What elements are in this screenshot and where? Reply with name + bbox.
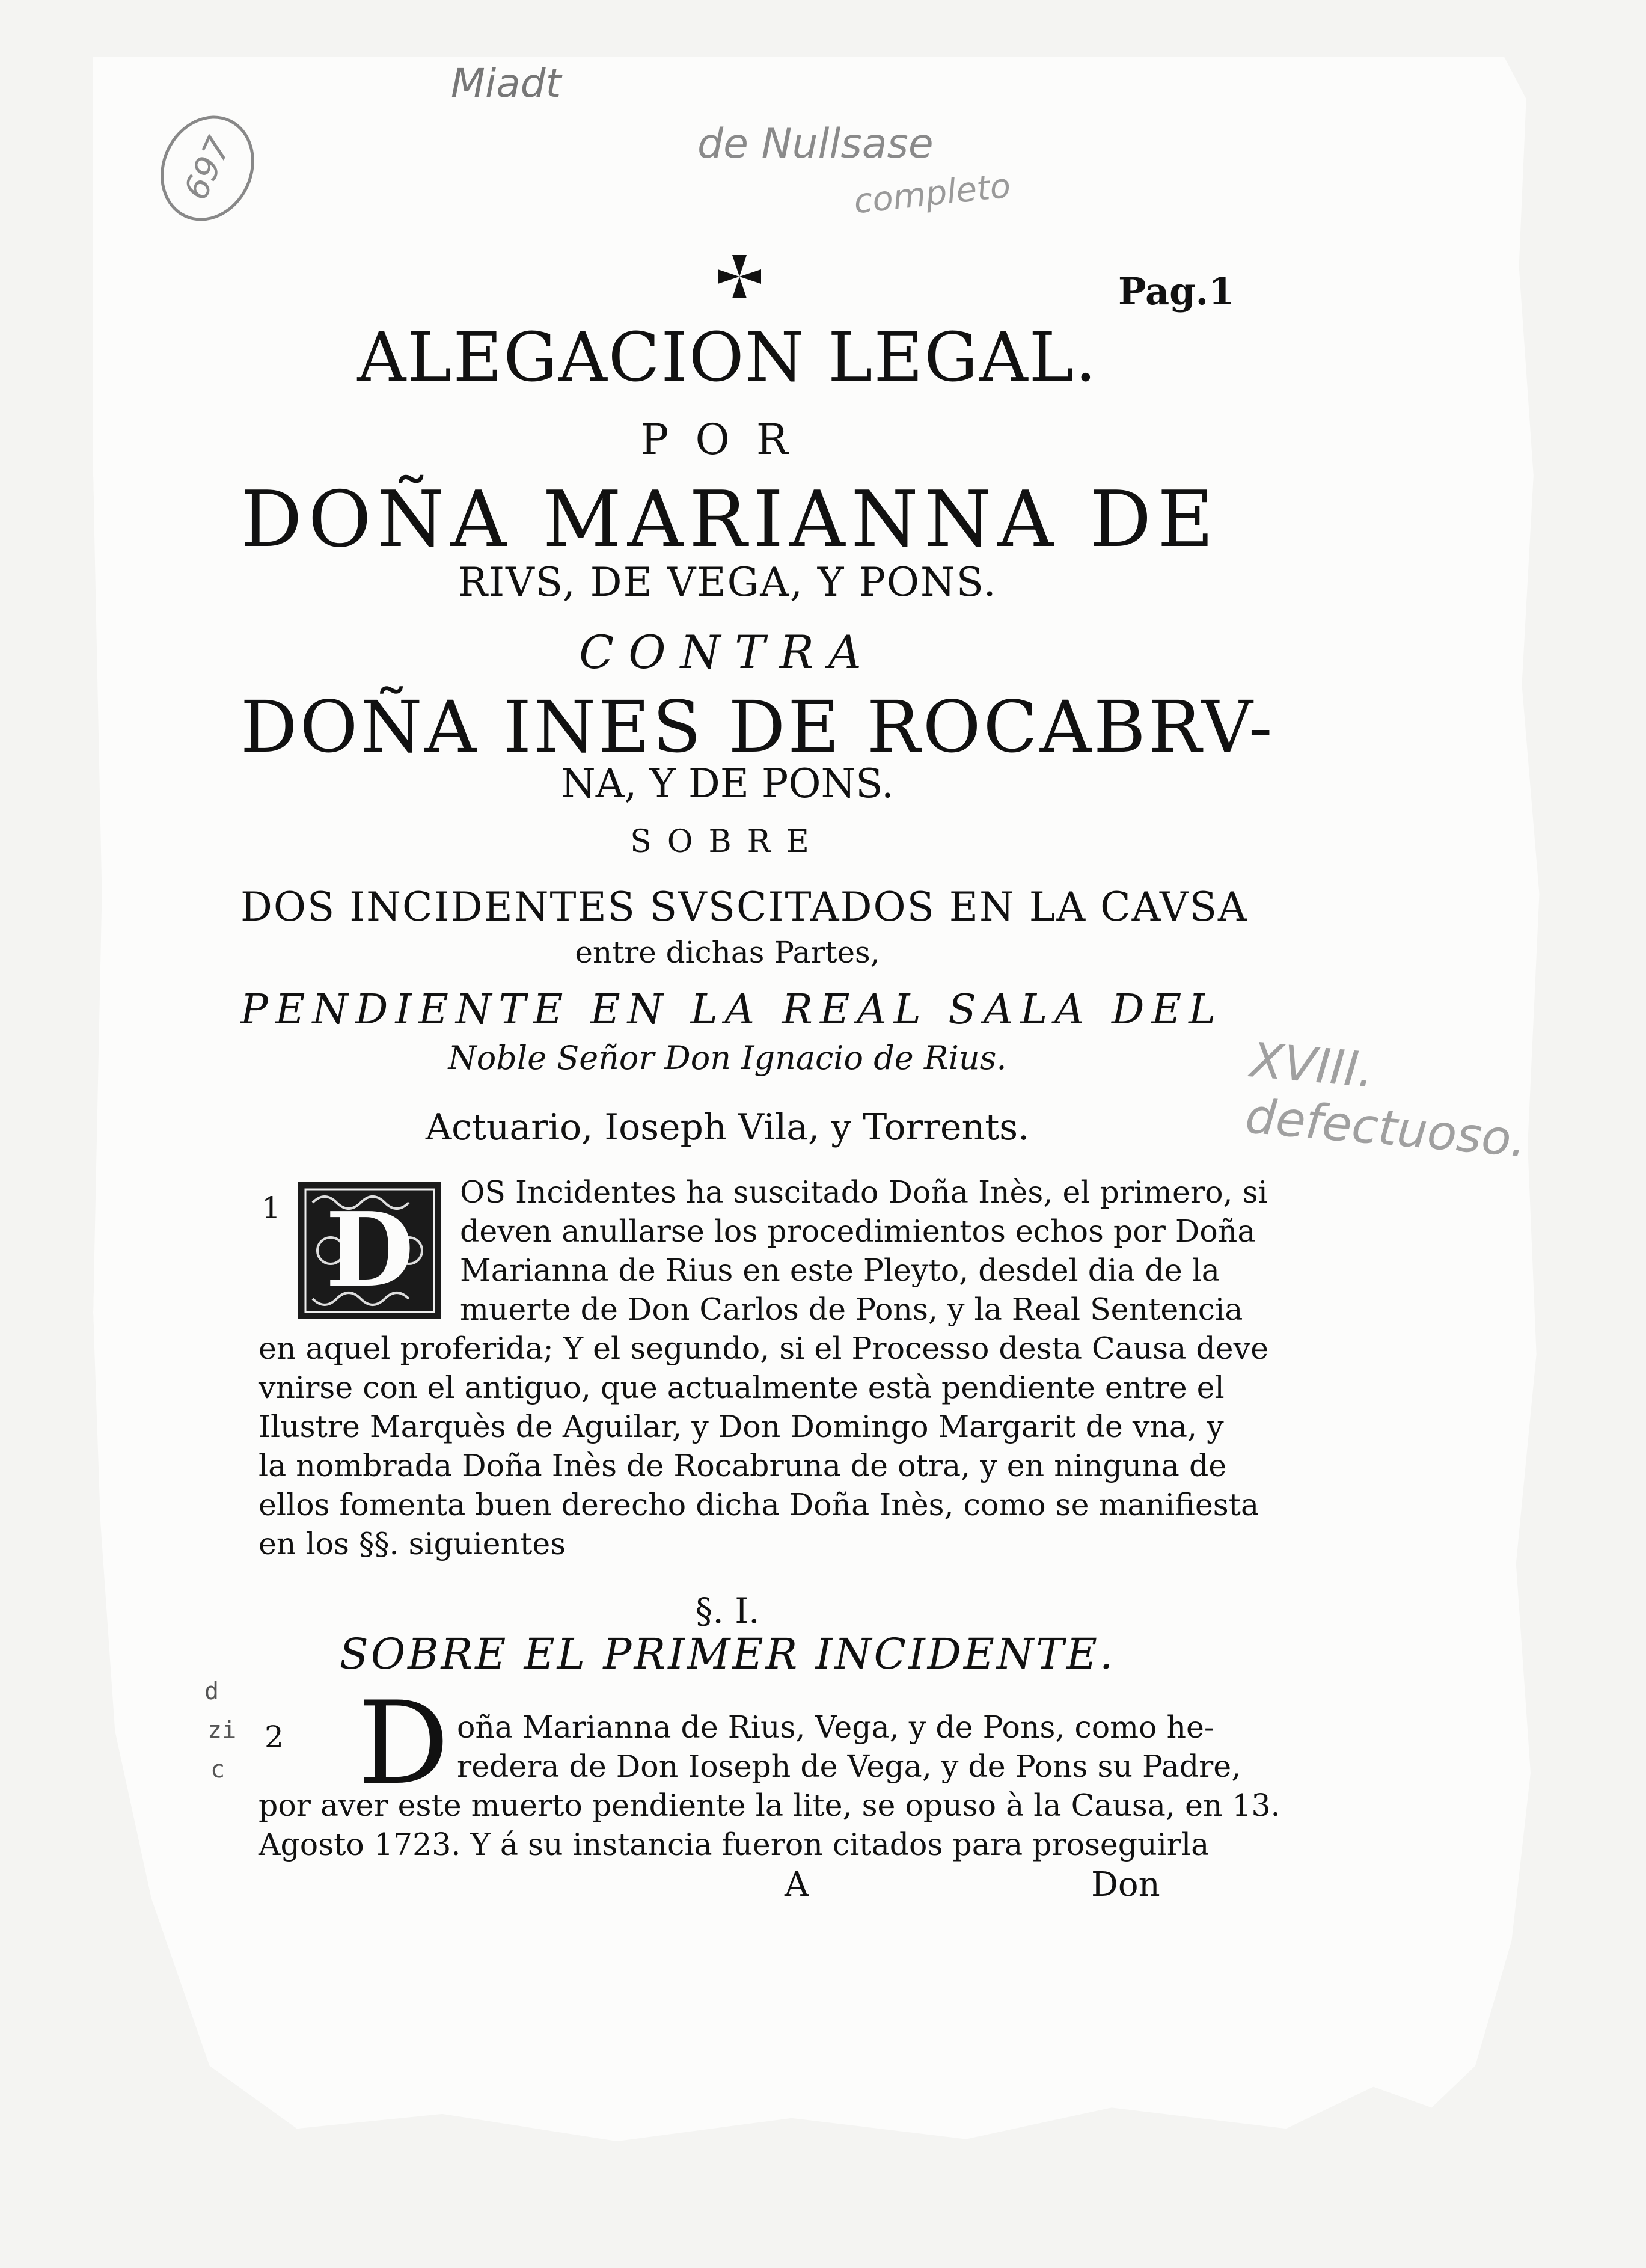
title-subject-2: entre dichas Partes,	[575, 935, 880, 970]
title-sobre: SOBRE	[630, 824, 825, 860]
paragraph1-line: en aquel proferida; Y el segundo, si el Processo desta Causa deve	[259, 1331, 1268, 1366]
paragraph2-line: redera de Don Ioseph de Vega, y de Pons su Padre,	[457, 1749, 1241, 1784]
dropcap-letter: D	[325, 1190, 414, 1310]
section-title: SOBRE EL PRIMER INCIDENTE.	[339, 1629, 1116, 1679]
paragraph1-line: deven anullarse los procedimientos echos por Doña	[460, 1213, 1256, 1249]
paragraph-number-2: 2	[265, 1720, 284, 1755]
paragraph-number-1: 1	[262, 1191, 281, 1225]
title-subject: DOS INCIDENTES SVSCITADOS EN LA CAVSA	[240, 884, 1248, 930]
cross-pattee-icon	[715, 253, 763, 301]
section-number: §. I.	[695, 1590, 760, 1631]
paragraph1-line: Ilustre Marquès de Aguilar, y Don Domingo Margarit de vna, y	[259, 1409, 1224, 1444]
ink-scrawl: Miadt	[451, 60, 561, 106]
paragraph1-line: vnirse con el antiguo, que actualmente està pendiente entre el	[259, 1370, 1225, 1405]
paragraph1-line: la nombrada Doña Inès de Rocabruna de otra, y en ninguna de	[259, 1448, 1227, 1483]
margin-fragment: d	[204, 1678, 219, 1705]
dropcap-d: D	[358, 1677, 450, 1810]
handwritten-name: de Nullsase	[697, 120, 934, 168]
paragraph1-line: muerte de Don Carlos de Pons, y la Real Sentencia	[460, 1292, 1243, 1327]
catalog-number-text: 697	[176, 130, 239, 206]
paragraph2-line: Agosto 1723. Y á su instancia fueron citados para proseguirla	[259, 1827, 1210, 1862]
title-alegacion: ALEGACION LEGAL.	[357, 319, 1098, 397]
title-actuary: Actuario, Ioseph Vila, y Torrents.	[425, 1106, 1030, 1148]
page-number: Pag.1	[1118, 269, 1235, 313]
title-por: POR	[640, 415, 815, 464]
title-judge: Noble Señor Don Ignacio de Rius.	[448, 1039, 1007, 1077]
paragraph1-line: ellos fomenta buen derecho dicha Doña Inès, como se manifiesta	[259, 1487, 1259, 1522]
title-defendant-1: DOÑA INES DE ROCABRV-	[240, 685, 1275, 768]
title-plaintiff-2: RIVS, DE VEGA, Y PONS.	[457, 559, 997, 605]
signature-mark: A	[785, 1865, 809, 1904]
handwritten-completo: completo	[852, 166, 1013, 222]
paragraph2-line: por aver este muerto pendiente la lite, se opuso à la Causa, en 13.	[259, 1788, 1280, 1823]
margin-fragment: zi	[207, 1717, 237, 1744]
paragraph1-line: en los §§. siguientes	[259, 1526, 566, 1562]
paragraph2-line: oña Marianna de Rius, Vega, y de Pons, como he-	[457, 1709, 1214, 1745]
paragraph1-line: Marianna de Rius en este Pleyto, desdel dia de la	[460, 1252, 1220, 1288]
title-defendant-2: NA, Y DE PONS.	[560, 761, 895, 807]
ornamental-dropcap	[295, 1178, 445, 1323]
title-plaintiff-1: DOÑA MARIANNA DE	[240, 475, 1220, 565]
margin-note-defectuoso: XVIII. defectuoso.	[1243, 1032, 1529, 1168]
margin-fragment: c	[210, 1756, 225, 1783]
catchword: Don	[1091, 1865, 1160, 1904]
title-contra: CONTRA	[579, 625, 876, 679]
title-court: PENDIENTE EN LA REAL SALA DEL	[240, 986, 1223, 1034]
paragraph1-line: OS Incidentes ha suscitado Doña Inès, el primero, si	[460, 1174, 1268, 1210]
